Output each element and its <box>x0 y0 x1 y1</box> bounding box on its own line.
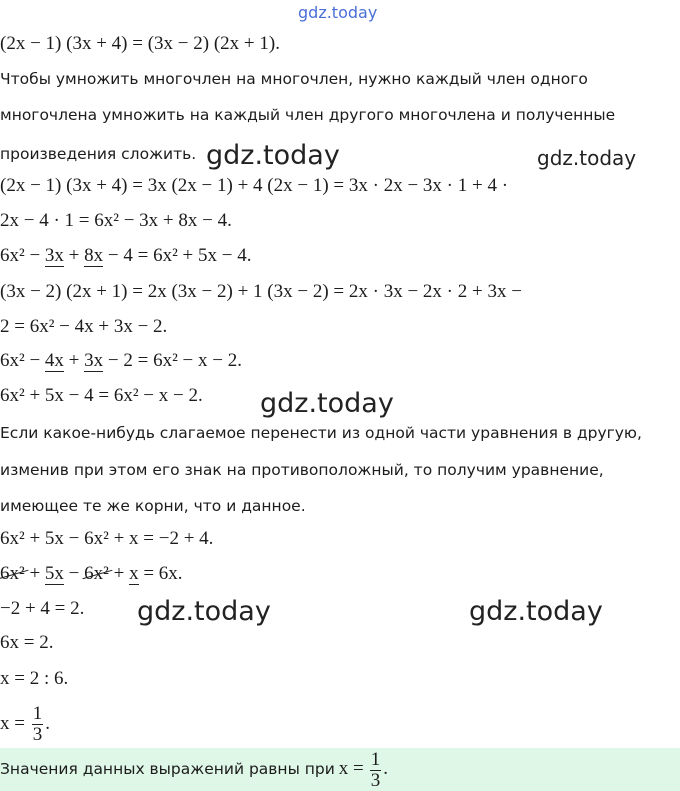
equation-line: 6x² + 5x − 6x² + x = −2 + 4. <box>0 528 214 549</box>
crossed-term: 6x² <box>84 563 109 584</box>
equation-line: x = 2 : 6. <box>0 668 69 689</box>
crossed-term: 6x² <box>0 563 25 584</box>
text-line: Если какое-нибудь слагаемое перенести из одной части уравнения в другую, <box>0 424 642 442</box>
equation-line: (2x − 1) (3x + 4) = 3x (2x − 1) + 4 (2x − 1) = 3x · 2x − 3x · 1 + 4 · <box>0 175 509 196</box>
underlined-term: 5x <box>44 563 64 584</box>
answer-line: Значения данных выражений равны при x = $\frac{1}{3}$ . <box>0 749 388 791</box>
equation-line: −2 + 4 = 2. <box>0 598 85 619</box>
equation-line: 6x² − 3x + 8x − 4 = 6x² + 5x − 4. <box>0 245 252 266</box>
equation-line: 6x = 2. <box>0 632 54 653</box>
equation-line: 2 = 6x² − 4x + 3x − 2. <box>0 316 168 337</box>
equation-line: 6x² + 5x − 6x² + x = 6x. <box>0 563 183 584</box>
watermark-top: gdz.today <box>298 3 378 22</box>
equation-line: 6x² − 4x + 3x − 2 = 6x² − x − 2. <box>0 350 242 371</box>
fraction: $\frac{1}{3}$ <box>32 703 43 745</box>
watermark: gdz.today <box>537 146 637 170</box>
underlined-term: x <box>129 563 139 584</box>
watermark: gdz.today <box>137 596 271 627</box>
watermark: gdz.today <box>206 140 340 171</box>
equation-line: 2x − 4 · 1 = 6x² − 3x + 8x − 4. <box>0 210 232 231</box>
text-line: произведения сложить. <box>0 145 197 163</box>
underlined-term: 8x <box>84 245 104 266</box>
text-line: Чтобы умножить многочлен на многочлен, нужно каждый член одного <box>0 70 588 88</box>
underlined-term: 3x <box>84 350 104 371</box>
equation-line: (3x − 2) (2x + 1) = 2x (3x − 2) + 1 (3x − 2) = 2x · 3x − 2x · 2 + 3x − <box>0 281 522 302</box>
watermark: gdz.today <box>260 388 394 419</box>
equation-line: x = $\frac{1}{3}$ . <box>0 703 50 745</box>
text-line: многочлена умножить на каждый член другого многочлена и полученные <box>0 106 616 124</box>
underlined-term: 3x <box>44 245 64 266</box>
fraction: $\frac{1}{3}$ <box>370 749 381 791</box>
equation-line: 6x² + 5x − 4 = 6x² − x − 2. <box>0 385 203 406</box>
watermark: gdz.today <box>469 596 603 627</box>
text-line: имеющее те же корни, что и данное. <box>0 497 306 515</box>
underlined-term: 4x <box>44 350 64 371</box>
equation-line: (2x − 1) (3x + 4) = (3x − 2) (2x + 1). <box>0 33 280 54</box>
text-line: изменив при этом его знак на противоположный, то получим уравнение, <box>0 461 604 479</box>
